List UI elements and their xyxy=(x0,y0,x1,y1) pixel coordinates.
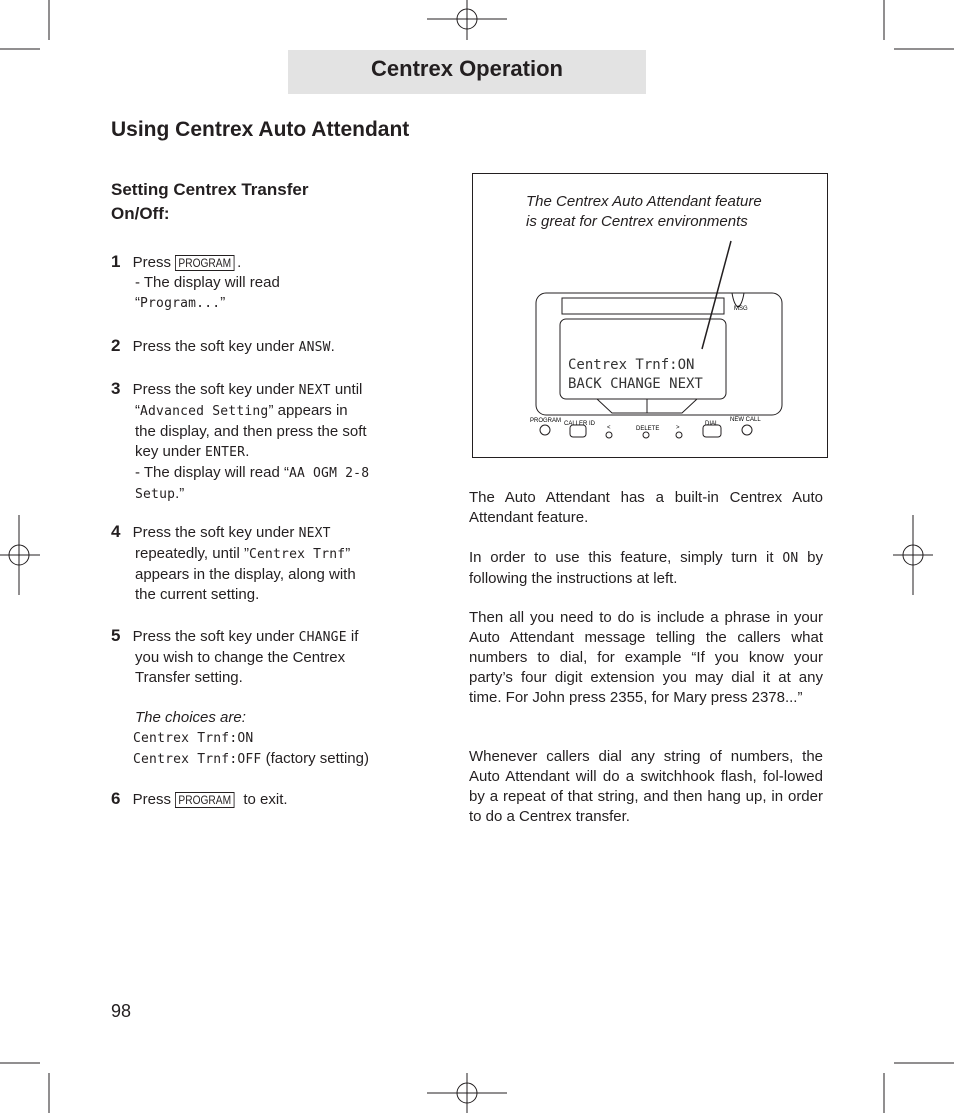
msg-label: MSG xyxy=(734,306,748,312)
step-number: 2 xyxy=(111,336,121,355)
msg-light-icon xyxy=(732,293,744,307)
right-arrow-button xyxy=(676,432,682,438)
svg-text:PROGRAM: PROGRAM xyxy=(530,418,562,424)
page-number: 98 xyxy=(111,1001,132,1021)
step-4: 4 Press the soft key under NEXT repeatedly, until ”Centrex Trnf” appears in the display, along with the current setting. xyxy=(111,522,356,603)
choice-off: Centrex Trnf:OFF xyxy=(133,752,262,767)
svg-text:DELETE: DELETE xyxy=(636,426,660,432)
section-title: Using Centrex Auto Attendant xyxy=(111,118,410,141)
new-call-button xyxy=(742,425,752,435)
svg-text:DIAL: DIAL xyxy=(705,421,719,427)
phone-illustration xyxy=(472,173,828,458)
left-arrow-button xyxy=(606,432,612,438)
lcd-display xyxy=(568,356,703,394)
top-display-strip xyxy=(562,298,724,314)
program-button xyxy=(540,425,550,435)
paragraph-1: The Auto Attendant has a built-in Centrex Auto Attendant feature. xyxy=(469,489,823,526)
paragraph-2: In order to use this feature, simply turn it ON by following the instructions at left. xyxy=(469,549,823,587)
crosshair-bottom-icon xyxy=(427,1073,507,1113)
step-number: 1 xyxy=(111,252,121,271)
step-number: 6 xyxy=(111,789,121,808)
step-number: 5 xyxy=(111,626,121,645)
svg-text:>: > xyxy=(676,425,680,431)
choices-label: The choices are: xyxy=(135,709,246,726)
display-text: Program... xyxy=(140,296,221,311)
step-number: 3 xyxy=(111,379,121,398)
page-header-title: Centrex Operation xyxy=(371,56,563,81)
subsection-title: Setting Centrex Transfer On/Off: xyxy=(111,180,309,223)
paragraph-3: Then all you need to do is include a phrase in your Auto Attendant message telling the callers what numbers to dial, for example “If you know your party’s four digit extension you may dial it at any time. For John press 2355, for Mary press 2378...” xyxy=(469,609,823,706)
svg-text:NEW CALL: NEW CALL xyxy=(730,417,761,423)
step-number: 4 xyxy=(111,522,121,541)
lcd-line-1: Centrex Trnf:ON xyxy=(568,357,695,373)
choice-on: Centrex Trnf:ON xyxy=(133,731,254,746)
step-2: 2 Press the soft key under ANSW. xyxy=(111,336,335,355)
step-3: 3 Press the soft key under NEXT until “Advanced Setting” appears in the display, and then press the soft key under ENTER. - The display will read “AA OGM 2-8 Setup.” xyxy=(111,379,370,502)
program-key: PROGRAM xyxy=(175,792,235,808)
step-6: 6 Press PROGRAM to exit. xyxy=(111,789,288,808)
delete-button xyxy=(643,432,649,438)
crosshair-left-icon xyxy=(0,515,40,595)
display-text: ANSW xyxy=(298,340,331,355)
crosshair-top-icon xyxy=(427,0,507,40)
figure-caption: The Centrex Auto Attendant feature is great for Centrex environments xyxy=(526,193,762,230)
lcd-line-2: BACK CHANGE NEXT xyxy=(568,376,703,392)
step-5: 5 Press the soft key under CHANGE if you wish to change the Centrex Transfer setting. The choices are: Centrex Trnf:ON Centrex Trnf:OFF (factory setting) xyxy=(111,626,369,767)
step-1: 1 Press PROGRAM . - The display will read “Program...” xyxy=(111,252,280,311)
crosshair-right-icon xyxy=(893,515,933,595)
program-key: PROGRAM xyxy=(175,255,235,271)
svg-text:CALLER ID: CALLER ID xyxy=(564,421,596,427)
pointer-line xyxy=(702,241,731,349)
svg-text:<: < xyxy=(607,425,611,431)
paragraph-4: Whenever callers dial any string of numbers, the Auto Attendant will do a switchhook flash, fol-lowed by a repeat of that string, and then hang up, in order to do a Centrex transfer. xyxy=(469,748,823,825)
